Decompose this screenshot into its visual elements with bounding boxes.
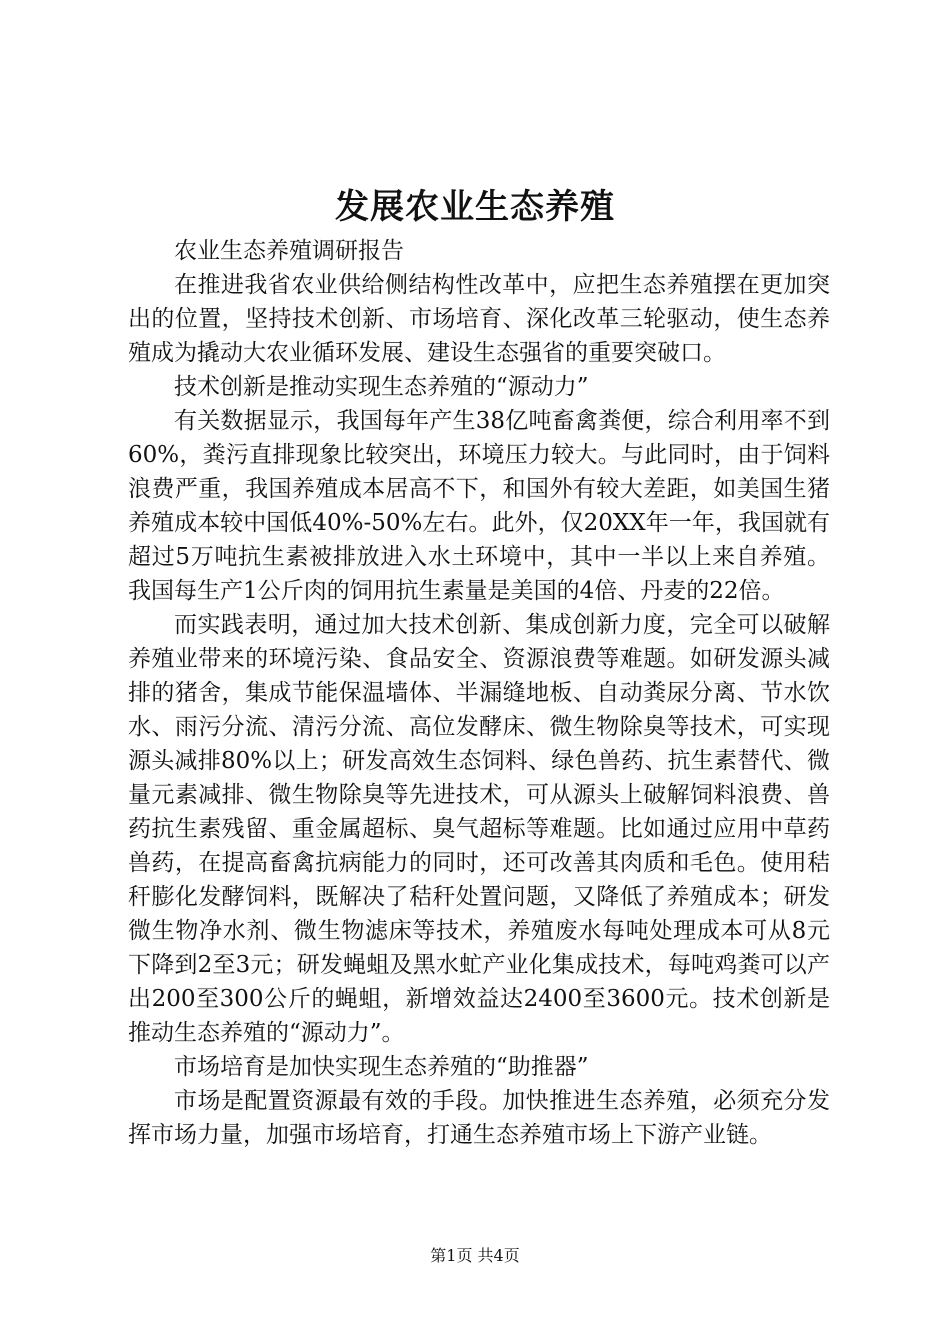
section-heading-tech: 技术创新是推动实现生态养殖的“源动力” (174, 374, 589, 400)
section-heading-market: 市场培育是加快实现生态养殖的“助推器” (174, 1054, 589, 1080)
paragraph-intro: 在推进我省农业供给侧结构性改革中，应把生态养殖摆在更加突出的位置，坚持技术创新、市场培育、深化改革三轮驱动，使生态养殖成为撬动大农业循环发展、建设生态强省的重要突破口。 (128, 272, 830, 366)
document-body (128, 234, 830, 1152)
paragraph-data: 有关数据显示，我国每年产生38亿吨畜禽粪便，综合利用率不到60%，粪污直排现象比较突出，环境压力较大。与此同时，由于饲料浪费严重，我国养殖成本居高不下，和国外有较大差距，如美国生猪养殖成本较中国低40%-50%左右。此外，仅20XX年一年，我国就有超过5万吨抗生素被排放进入水土环境中，其中一半以上来自养殖。我国每生产1公斤肉的饲用抗生素量是美国的4倍、丹麦的22倍。 (128, 408, 830, 604)
page-footer (0, 1244, 950, 1268)
paragraph-practice: 而实践表明，通过加大技术创新、集成创新力度，完全可以破解养殖业带来的环境污染、食品安全、资源浪费等难题。如研发源头减排的猪舍，集成节能保温墙体、半漏缝地板、自动粪尿分离、节水饮水、雨污分流、清污分流、高位发酵床、微生物除臭等技术，可实现源头减排80%以上；研发高效生态饲料、绿色兽药、抗生素替代、微量元素减排、微生物除臭等先进技术，可从源头上破解饲料浪费、兽药抗生素残留、重金属超标、臭气超标等难题。比如通过应用中草药兽药，在提高畜禽抗病能力的同时，还可改善其肉质和毛色。使用秸秆膨化发酵饲料，既解决了秸秆处置问题，又降低了养殖成本；研发微生物净水剂、微生物滤床等技术，养殖废水每吨处理成本可从8元下降到2至3元；研发蝇蛆及黑水虻产业化集成技术，每吨鸡粪可以产出200至300公斤的蝇蛆，新增效益达2400至3600元。技术创新是推动生态养殖的“源动力”。 (128, 612, 830, 1046)
paragraph-market: 市场是配置资源最有效的手段。加快推进生态养殖，必须充分发挥市场力量，加强市场培育，打通生态养殖市场上下游产业链。 (128, 1088, 830, 1148)
page-number: 第1页 共4页 (430, 1246, 520, 1265)
report-subtitle: 农业生态养殖调研报告 (174, 238, 404, 264)
document-title: 发展农业生态养殖 (335, 187, 615, 227)
